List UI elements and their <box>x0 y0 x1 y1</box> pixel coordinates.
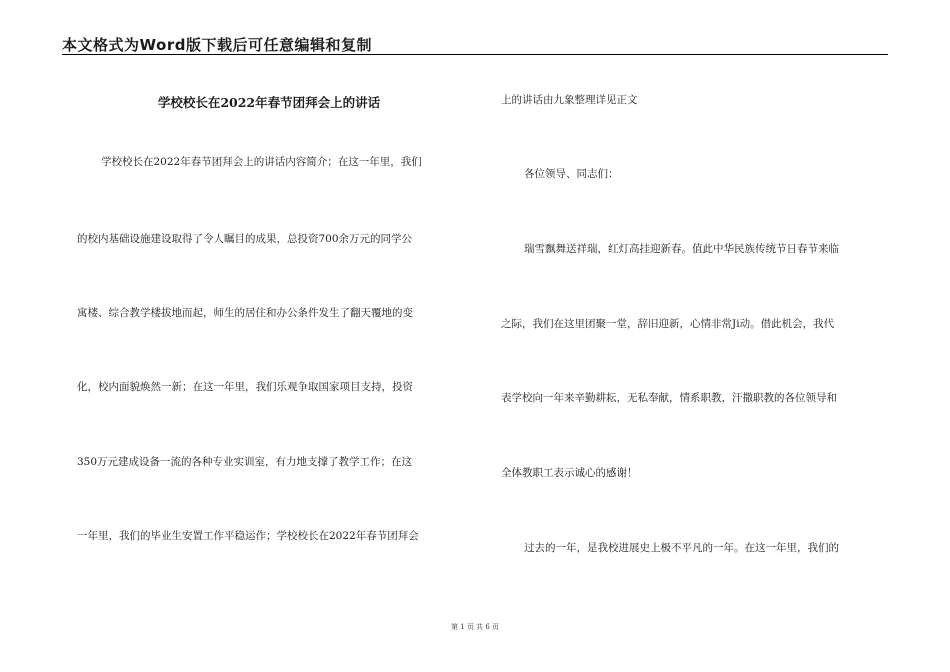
right-column-line: 全体教职工表示诚心的感谢！ <box>501 467 638 479</box>
right-column-line: 之际，我们在这里团聚一堂，辞旧迎新，心情非常Ji动。借此机会，我代 <box>501 318 835 330</box>
right-column-line: 瑞雪飘舞送祥瑞，红灯高挂迎新春。值此中华民族传统节日春节来临 <box>524 243 839 255</box>
left-column-line: 350万元建成设备一流的各种专业实训室，有力地支撑了教学工作；在这 <box>77 456 413 468</box>
header-divider <box>62 54 888 55</box>
document-title: 学校校长在2022年春节团拜会上的讲话 <box>157 95 381 110</box>
right-column-line: 过去的一年，是我校进展史上极不平凡的一年。在这一年里，我们的 <box>524 542 839 554</box>
left-column-line: 化，校内面貌焕然一新；在这一年里，我们乐观争取国家项目支持，投资 <box>77 381 413 393</box>
left-column-line: 一年里，我们的毕业生安置工作平稳运作；学校校长在2022年春节团拜会 <box>77 530 419 542</box>
left-column-line: 寓楼、综合教学楼拔地而起，师生的居住和办公条件发生了翻天覆地的变 <box>77 307 413 319</box>
right-column-line: 表学校向一年来辛勤耕耘，无私奉献，情系职教，汗撒职教的各位领导和 <box>501 392 837 404</box>
left-column-line: 的校内基础设施建设取得了令人瞩目的成果，总投资700余万元的同学公 <box>77 233 413 245</box>
page-number-footer: 第 1 页 共 6 页 <box>450 623 500 631</box>
document-header-title: 本文格式为Word版下载后可任意编辑和复制 <box>62 36 372 54</box>
right-column-line: 各位领导、同志们： <box>524 168 619 180</box>
left-column-line: 学校校长在2022年春节团拜会上的讲话内容简介；在这一年里，我们 <box>101 156 422 168</box>
right-column-line: 上的讲话由九象整理详见正文 <box>501 94 638 106</box>
